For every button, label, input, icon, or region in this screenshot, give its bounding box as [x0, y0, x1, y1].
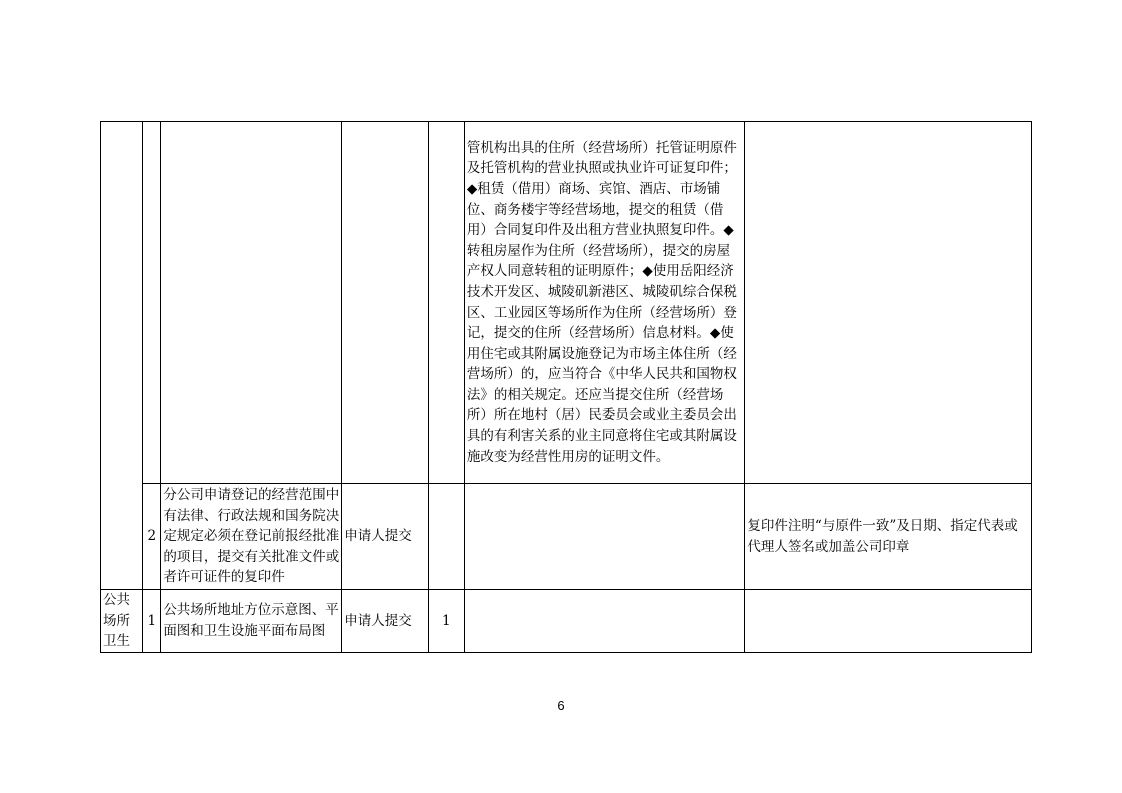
- material-name-cell: 分公司申请登记的经营范围中有法律、行政法规和国务院决定规定必须在登记前报经批准的项目，提交有关批准文件或者许可证件的复印件: [161, 484, 342, 590]
- note-cell: [745, 122, 1032, 484]
- number-cell: 1: [143, 590, 161, 653]
- number-cell: [143, 122, 161, 484]
- note-cell: [745, 590, 1032, 653]
- quantity-cell: 1: [428, 590, 464, 653]
- number-cell: 2: [143, 484, 161, 590]
- note-cell: 复印件注明“与原件一致”及日期、指定代表或代理人签名或加盖公司印章: [745, 484, 1032, 590]
- quantity-cell: [428, 484, 464, 590]
- material-name-cell: 公共场所地址方位示意图、平面图和卫生设施平面布局图: [161, 590, 342, 653]
- table-row: [101, 122, 1032, 484]
- category-cell: [101, 122, 143, 590]
- requirement-cell: [464, 590, 745, 653]
- source-cell: 申请人提交: [342, 484, 428, 590]
- material-name-cell: [161, 122, 342, 484]
- materials-table: [100, 121, 1032, 653]
- table-row: [101, 590, 1032, 653]
- page-number: 6: [557, 698, 565, 713]
- category-cell: 公共场所卫生: [101, 590, 143, 653]
- source-cell: [342, 122, 428, 484]
- quantity-cell: [428, 122, 464, 484]
- source-cell: 申请人提交: [342, 590, 428, 653]
- requirement-cell: 管机构出具的住所（经营场所）托管证明原件及托管机构的营业执照或执业许可证复印件；◆租赁（借用）商场、宾馆、酒店、市场铺位、商务楼宇等经营场地，提交的租赁（借用）合同复印件及出租方营业执照复印件。◆转租房屋作为住所（经营场所），提交的房屋产权人同意转租的证明原件；◆使用岳阳经济技术开发区、城陵矶新港区、城陵矶综合保税区、工业园区等场所作为住所（经营场所）登记，提交的住所（经营场所）信息材料。◆使用住宅或其附属设施登记为市场主体住所（经营场所）的，应当符合《中华人民共和国物权法》的相关规定。还应当提交住所（经营场所）所在地村（居）民委员会或业主委员会出具的有利害关系的业主同意将住宅或其附属设施改变为经营性用房的证明文件。: [464, 122, 745, 484]
- requirement-cell: [464, 484, 745, 590]
- table-row: [101, 484, 1032, 590]
